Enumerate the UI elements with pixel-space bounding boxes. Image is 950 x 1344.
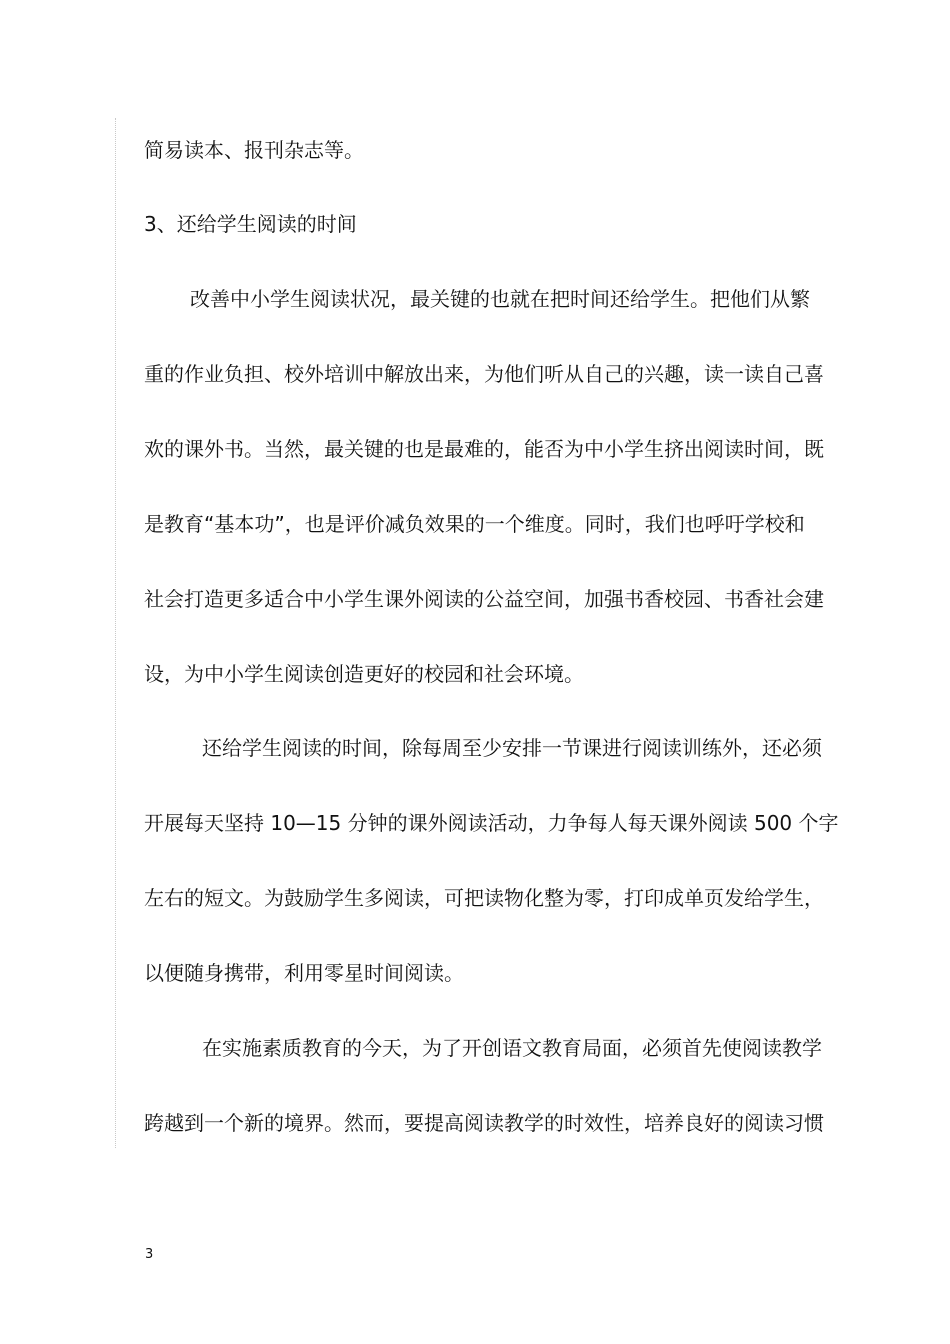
text-line-4: 重的作业负担、校外培训中解放出来，为他们听从自己的兴趣，读一读自己喜 bbox=[144, 362, 824, 386]
text-line-6: 是教育“基本功”，也是评价减负效果的一个维度。同时，我们也呼吁学校和 bbox=[144, 512, 805, 536]
page-number: 3 bbox=[145, 1247, 154, 1262]
text-line-11: 左右的短文。为鼓励学生多阅读，可把读物化整为零，打印成单页发给学生， bbox=[144, 886, 824, 910]
text-line-13: 在实施素质教育的今天，为了开创语文教育局面，必须首先使阅读教学 bbox=[202, 1036, 822, 1060]
margin-guide-line bbox=[115, 118, 116, 1148]
text-line-9: 还给学生阅读的时间，除每周至少安排一节课进行阅读训练外，还必须 bbox=[202, 736, 822, 760]
text-line-3: 改善中小学生阅读状况，最关键的也就在把时间还给学生。把他们从繁 bbox=[190, 287, 810, 311]
text-line-5: 欢的课外书。当然，最关键的也是最难的，能否为中小学生挤出阅读时间，既 bbox=[144, 437, 824, 461]
text-line-1: 简易读本、报刊杂志等。 bbox=[144, 138, 364, 162]
text-line-8: 设，为中小学生阅读创造更好的校园和社会环境。 bbox=[144, 662, 584, 686]
text-line-10: 开展每天坚持 10—15 分钟的课外阅读活动，力争每人每天课外阅读 500 个字 bbox=[144, 811, 839, 835]
text-line-14: 跨越到一个新的境界。然而，要提高阅读教学的时效性，培养良好的阅读习惯 bbox=[144, 1111, 824, 1135]
section-heading: 3、还给学生阅读的时间 bbox=[144, 212, 357, 236]
text-line-7: 社会打造更多适合中小学生课外阅读的公益空间，加强书香校园、书香社会建 bbox=[144, 587, 824, 611]
text-line-12: 以便随身携带，利用零星时间阅读。 bbox=[144, 961, 464, 985]
